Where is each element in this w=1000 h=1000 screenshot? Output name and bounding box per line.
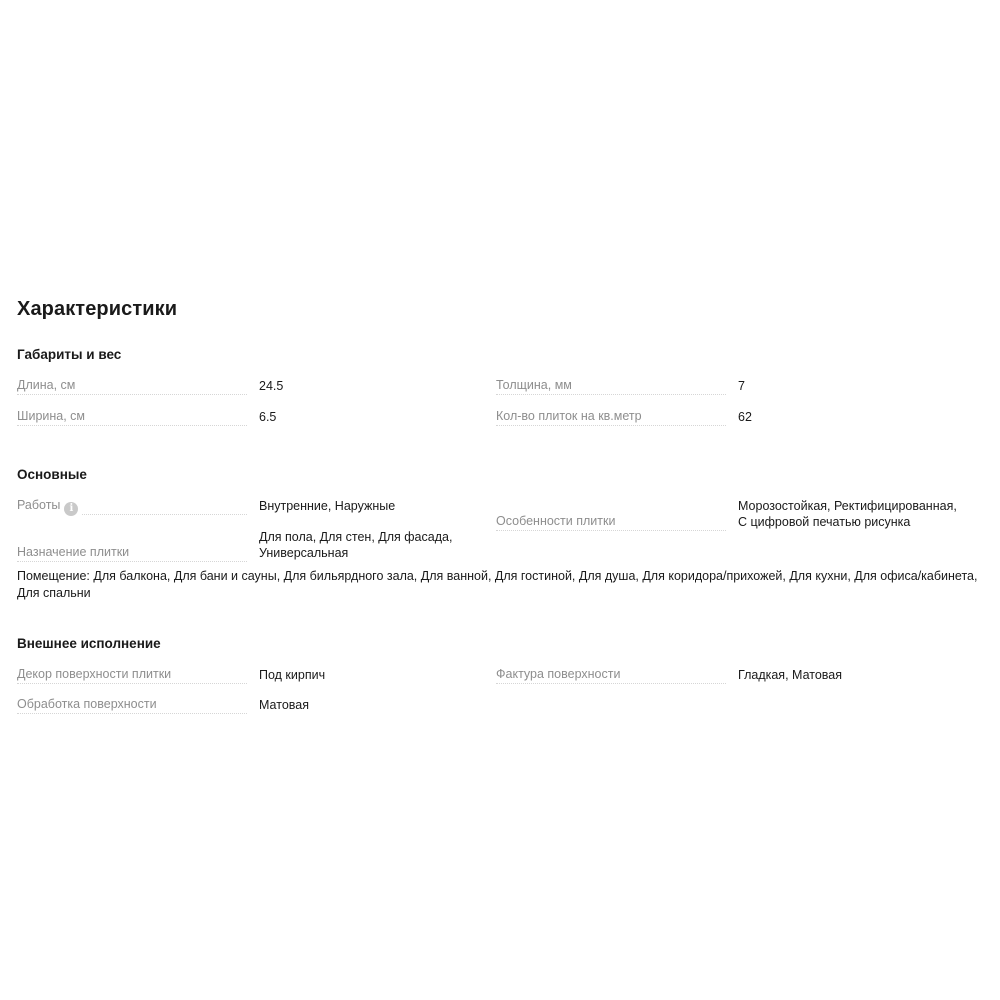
spec-value: Матовая (259, 698, 309, 712)
spec-value-line1: Морозостойкая, Ректифицированная, (738, 499, 957, 513)
section-title-exterior: Внешнее исполнение (17, 636, 161, 651)
spec-label (17, 498, 82, 516)
spec-label: Длина, см (17, 378, 79, 392)
spec-row-room (17, 568, 982, 602)
dotted-leader (17, 425, 247, 426)
spec-value-line2: С цифровой печатью рисунка (738, 515, 911, 529)
dotted-leader (17, 713, 247, 714)
spec-label: Кол-во плиток на кв.метр (496, 409, 646, 423)
spec-value-line2: Универсальная (259, 546, 349, 560)
spec-label: Декор поверхности плитки (17, 667, 175, 681)
spec-value: 6.5 (259, 410, 277, 424)
dotted-leader (496, 425, 726, 426)
room-value: Для балкона, Для бани и сауны, Для бильярдного зала, Для ванной, Для гостиной, Для душа, Для коридора/прихожей, Для кухни, Для офиса/кабинета, Для спальни (17, 569, 978, 600)
dotted-leader (496, 530, 726, 531)
section-title-dimensions: Габариты и вес (17, 347, 122, 362)
info-icon[interactable]: i (64, 502, 78, 516)
spec-value: 24.5 (259, 379, 284, 393)
dotted-leader (496, 394, 726, 395)
spec-label: Назначение плитки (17, 545, 133, 559)
dotted-leader (17, 683, 247, 684)
spec-label: Обработка поверхности (17, 697, 161, 711)
spec-value: Гладкая, Матовая (738, 668, 843, 682)
dotted-leader (17, 394, 247, 395)
spec-value: 62 (738, 410, 752, 424)
spec-label-text: Работы (17, 498, 61, 512)
spec-label: Толщина, мм (496, 378, 576, 392)
spec-value: Внутренние, Наружные (259, 499, 396, 513)
section-title-main: Основные (17, 467, 87, 482)
spec-value-line1: Для пола, Для стен, Для фасада, (259, 530, 453, 544)
spec-value: 7 (738, 379, 745, 393)
dotted-leader (17, 561, 247, 562)
spec-label: Фактура поверхности (496, 667, 624, 681)
dotted-leader (496, 683, 726, 684)
spec-value: Под кирпич (259, 668, 326, 682)
room-label: Помещение: (17, 569, 90, 583)
spec-label: Ширина, см (17, 409, 89, 423)
spec-label: Особенности плитки (496, 514, 619, 528)
page-title: Характеристики (17, 298, 178, 320)
